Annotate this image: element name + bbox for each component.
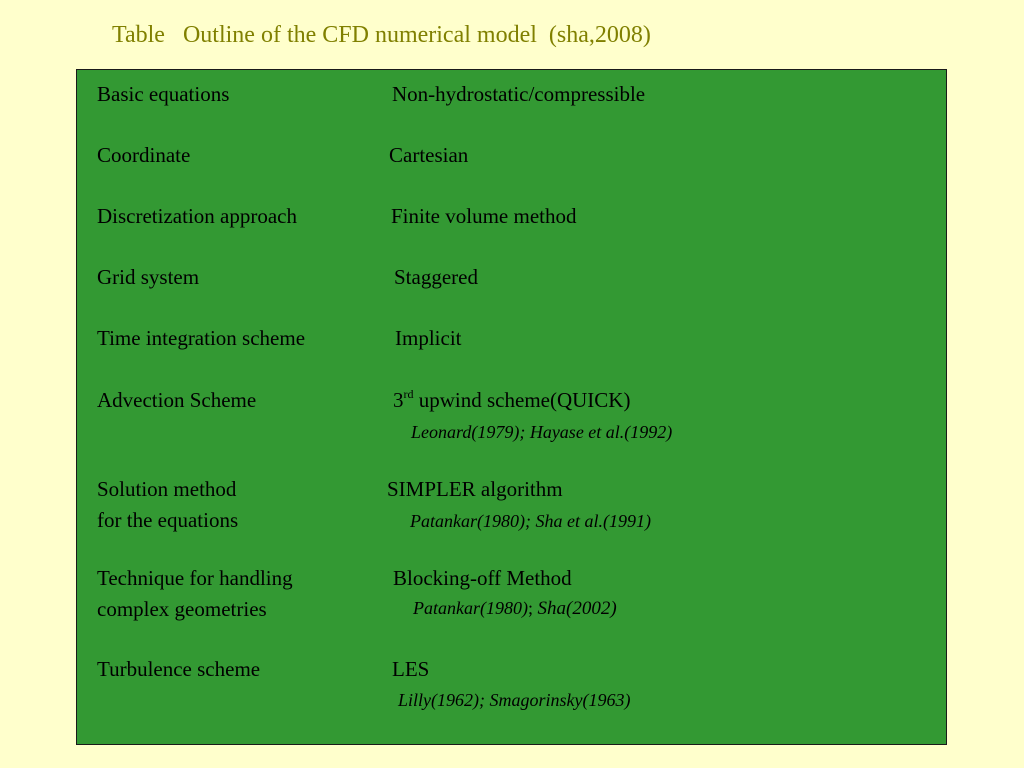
row-label2-geometry-technique: complex geometries <box>97 597 267 621</box>
row-label-coordinate: Coordinate <box>97 143 191 167</box>
ref-separator: ; <box>527 598 538 618</box>
advection-order-suffix: rd <box>403 387 414 401</box>
row-value-geometry-technique: Blocking-off Method <box>393 566 572 590</box>
row-label-grid-system: Grid system <box>97 265 200 289</box>
row-value-basic-equations: Non-hydrostatic/compressible <box>392 82 646 106</box>
page-title: Table Outline of the CFD numerical model (sha,2008) <box>112 22 651 48</box>
row-value-grid-system: Staggered <box>394 265 478 289</box>
row-label-basic-equations: Basic equations <box>97 82 230 106</box>
row-ref-solution-method: Patankar(1980); Sha et al.(1991) <box>410 511 651 531</box>
row-ref-advection: Leonard(1979); Hayase et al.(1992) <box>411 422 673 442</box>
row-label-solution-method: Solution method <box>97 477 237 501</box>
row-value-solution-method: SIMPLER algorithm <box>387 477 563 501</box>
row-ref-turbulence: Lilly(1962); Smagorinsky(1963) <box>398 690 631 710</box>
row-label-time-integration: Time integration scheme <box>97 326 306 350</box>
row-label-discretization: Discretization approach <box>97 204 297 228</box>
row-value-time-integration: Implicit <box>395 326 462 350</box>
model-outline-table <box>76 69 947 745</box>
row-label-turbulence: Turbulence scheme <box>97 657 261 681</box>
row-ref-geometry-technique <box>413 599 617 618</box>
ref-sha-2002: Sha(2002) <box>537 598 617 619</box>
row-value-coordinate: Cartesian <box>389 143 469 167</box>
row-label2-solution-method: for the equations <box>97 508 239 532</box>
advection-order: 3 <box>393 388 404 412</box>
ref-patankar-1980: Patankar(1980) <box>413 598 528 618</box>
row-label-advection: Advection Scheme <box>97 388 257 412</box>
row-value-advection <box>393 387 631 412</box>
row-value-discretization: Finite volume method <box>391 204 577 228</box>
row-label-geometry-technique: Technique for handling <box>97 566 293 590</box>
row-value-turbulence: LES <box>392 657 430 681</box>
advection-scheme-name: upwind scheme(QUICK) <box>413 388 631 412</box>
